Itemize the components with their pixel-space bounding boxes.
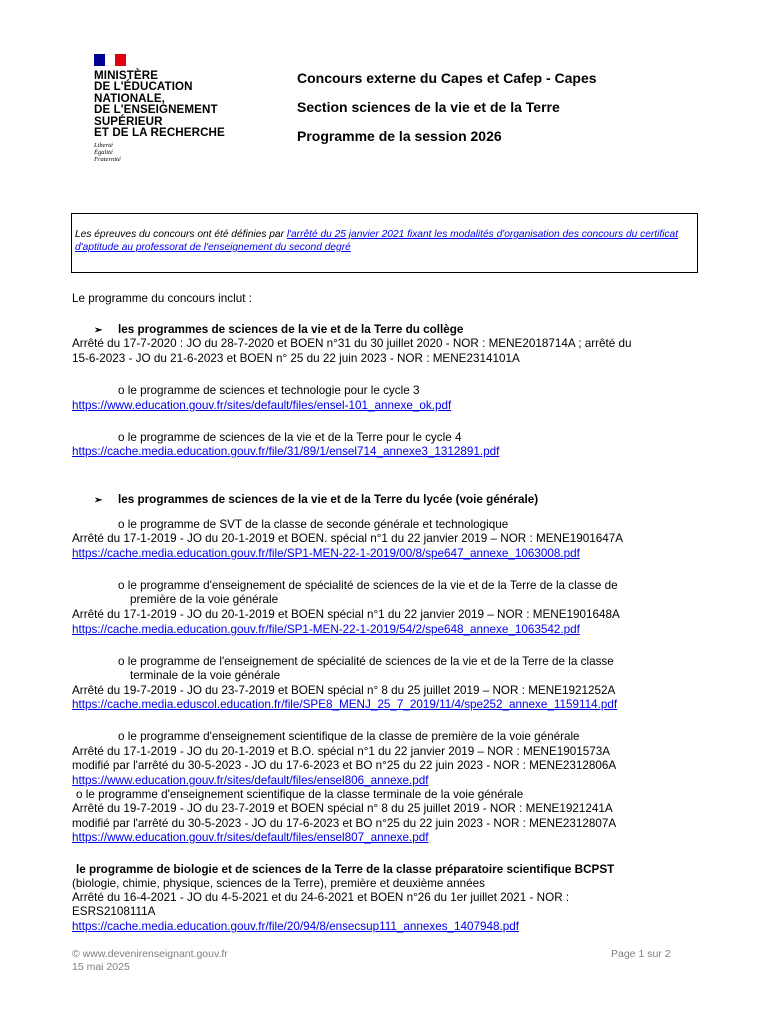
ministry-line: DE L'ENSEIGNEMENT — [94, 103, 218, 117]
college-heading — [94, 323, 463, 338]
ministry-line: NATIONALE, — [94, 91, 165, 105]
ministry-line: ET DE LA RECHERCHE — [94, 126, 225, 140]
list-item: o le programme d'enseignement de spécialité de sciences de la vie et de la Terre de la classe de — [118, 579, 618, 592]
ministry-line: MINISTÈRE — [94, 69, 159, 82]
bcpst-text: (biologie, chimie, physique, sciences de la Terre), première et deuxième années — [72, 877, 485, 890]
ministry-line: DE L'ÉDUCATION — [94, 80, 193, 94]
list-item: terminale de la voie générale — [130, 669, 281, 682]
bcpst-heading: le programme de biologie et de sciences de la Terre de la classe préparatoire scientifique BCPST — [76, 863, 615, 876]
reference-text: Arrêté du 17-1-2019 - JO du 20-1-2019 et BOEN spécial n°1 du 22 janvier 2019 – NOR : MENE1901648A — [72, 608, 620, 621]
session-title: Programme de la session 2026 — [297, 128, 502, 144]
ministry-line: SUPÉRIEUR — [94, 114, 163, 128]
motto-line: Fraternité — [94, 156, 121, 164]
intro-text: Le programme du concours inclut : — [72, 292, 252, 305]
college-ref: Arrêté du 17-7-2020 : JO du 28-7-2020 et BOEN n°31 du 30 juillet 2020 - NOR : MENE2018714A ; arrêté du — [72, 337, 632, 350]
arrow-bullet-icon: ➢ — [94, 495, 103, 506]
republic-motto — [94, 142, 254, 163]
marianne-flag-icon — [94, 54, 126, 66]
seconde-link[interactable]: https://cache.media.education.gouv.fr/file/SP1-MEN-22-1-2019/00/8/spe647_annexe_1063008.pdf — [72, 547, 580, 560]
notice-lead: Les épreuves du concours ont été définies par — [75, 229, 287, 240]
reference-text: Arrêté du 17-1-2019 - JO du 20-1-2019 et BOEN. spécial n°1 du 22 janvier 2019 – NOR : MENE1901647A — [72, 532, 624, 545]
section-title: Section sciences de la vie et de la Terre — [297, 99, 560, 115]
footer-site: © www.devenirenseignant.gouv.fr — [72, 948, 228, 960]
bcpst-link[interactable]: https://cache.media.education.gouv.fr/file/20/94/8/ensecsup111_annexes_1407948.pdf — [72, 920, 520, 933]
list-item: première de la voie générale — [130, 593, 279, 606]
ministry-logo — [94, 54, 254, 163]
bcpst-text: ESRS2108111A — [72, 905, 156, 918]
notice-box — [71, 213, 698, 273]
reference-text: Arrêté du 17-1-2019 - JO du 20-1-2019 et B.O. spécial n°1 du 22 janvier 2019 – NOR : MENE1901573A — [72, 745, 611, 758]
reference-text: Arrêté du 19-7-2019 - JO du 23-7-2019 et BOEN spécial n° 8 du 25 juillet 2019 - NOR : MENE1921241A — [72, 802, 613, 815]
exam-title: Concours externe du Capes et Cafep - Capes — [297, 70, 597, 86]
terminale-es-link[interactable]: https://www.education.gouv.fr/sites/default/files/ensel807_annexe.pdf — [72, 831, 429, 844]
notice-text — [75, 229, 694, 254]
motto-line: Liberté — [94, 142, 113, 150]
lycee-heading-text: les programmes de sciences de la vie et de la Terre du lycée (voie générale) — [118, 493, 539, 506]
document-headings — [297, 70, 597, 157]
list-item: o le programme d'enseignement scientifique de la classe de première de la voie générale — [118, 730, 580, 743]
page-number: Page 1 sur 2 — [611, 948, 671, 960]
reference-text: modifié par l'arrêté du 30-5-2023 - JO du 17-6-2023 et BO n°25 du 22 juin 2023 - NOR : MENE2312806A — [72, 759, 617, 772]
reference-text: Arrêté du 19-7-2019 - JO du 23-7-2019 et BOEN spécial n° 8 du 25 juillet 2019 – NOR : MENE1921252A — [72, 684, 616, 697]
list-item: o le programme de SVT de la classe de seconde générale et technologique — [118, 518, 509, 531]
list-item: o le programme d'enseignement scientifique de la classe terminale de la voie générale — [76, 788, 524, 801]
list-item: o le programme de l'enseignement de spécialité de sciences de la vie et de la Terre de la classe — [118, 655, 614, 668]
arrow-bullet-icon: ➢ — [94, 325, 103, 336]
motto-line: Égalité — [94, 149, 113, 157]
list-item: o le programme de sciences de la vie et de la Terre pour le cycle 4 — [118, 431, 462, 444]
list-item: o le programme de sciences et technologie pour le cycle 3 — [118, 384, 420, 397]
bcpst-text: Arrêté du 16-4-2021 - JO du 4-5-2021 et du 24-6-2021 et BOEN n°26 du 1er juillet 2021 - NOR : — [72, 891, 570, 904]
arrete-link[interactable]: l'arrêté du 25 janvier 2021 fixant les modalités d'organisation des concours du certificat d'aptitude au professorat de l'enseignement du second degré — [75, 229, 679, 253]
premiere-spe-link[interactable]: https://cache.media.education.gouv.fr/file/SP1-MEN-22-1-2019/54/2/spe648_annexe_1063542.pdf — [72, 623, 580, 636]
terminale-spe-link[interactable]: https://cache.media.eduscol.education.fr/file/SPE8_MENJ_25_7_2019/11/4/spe252_annexe_1159114.pdf — [72, 698, 618, 711]
cycle4-link[interactable]: https://cache.media.education.gouv.fr/file/31/89/1/ensel714_annexe3_1312891.pdf — [72, 445, 500, 458]
lycee-heading — [94, 493, 538, 508]
ministry-name — [94, 70, 254, 138]
cycle3-link[interactable]: https://www.education.gouv.fr/sites/default/files/ensel-101_annexe_ok.pdf — [72, 399, 452, 412]
reference-text: modifié par l'arrêté du 30-5-2023 - JO du 17-6-2023 et BO n°25 du 22 juin 2023 - NOR : MENE2312807A — [72, 817, 617, 830]
college-heading-text: les programmes de sciences de la vie et de la Terre du collège — [118, 323, 464, 336]
premiere-es-link[interactable]: https://www.education.gouv.fr/sites/default/files/ensel806_annexe.pdf — [72, 774, 429, 787]
college-ref: 15-6-2023 - JO du 21-6-2023 et BOEN n° 25 du 22 juin 2023 - NOR : MENE2314101A — [72, 352, 520, 365]
footer-date: 15 mai 2025 — [72, 961, 130, 973]
